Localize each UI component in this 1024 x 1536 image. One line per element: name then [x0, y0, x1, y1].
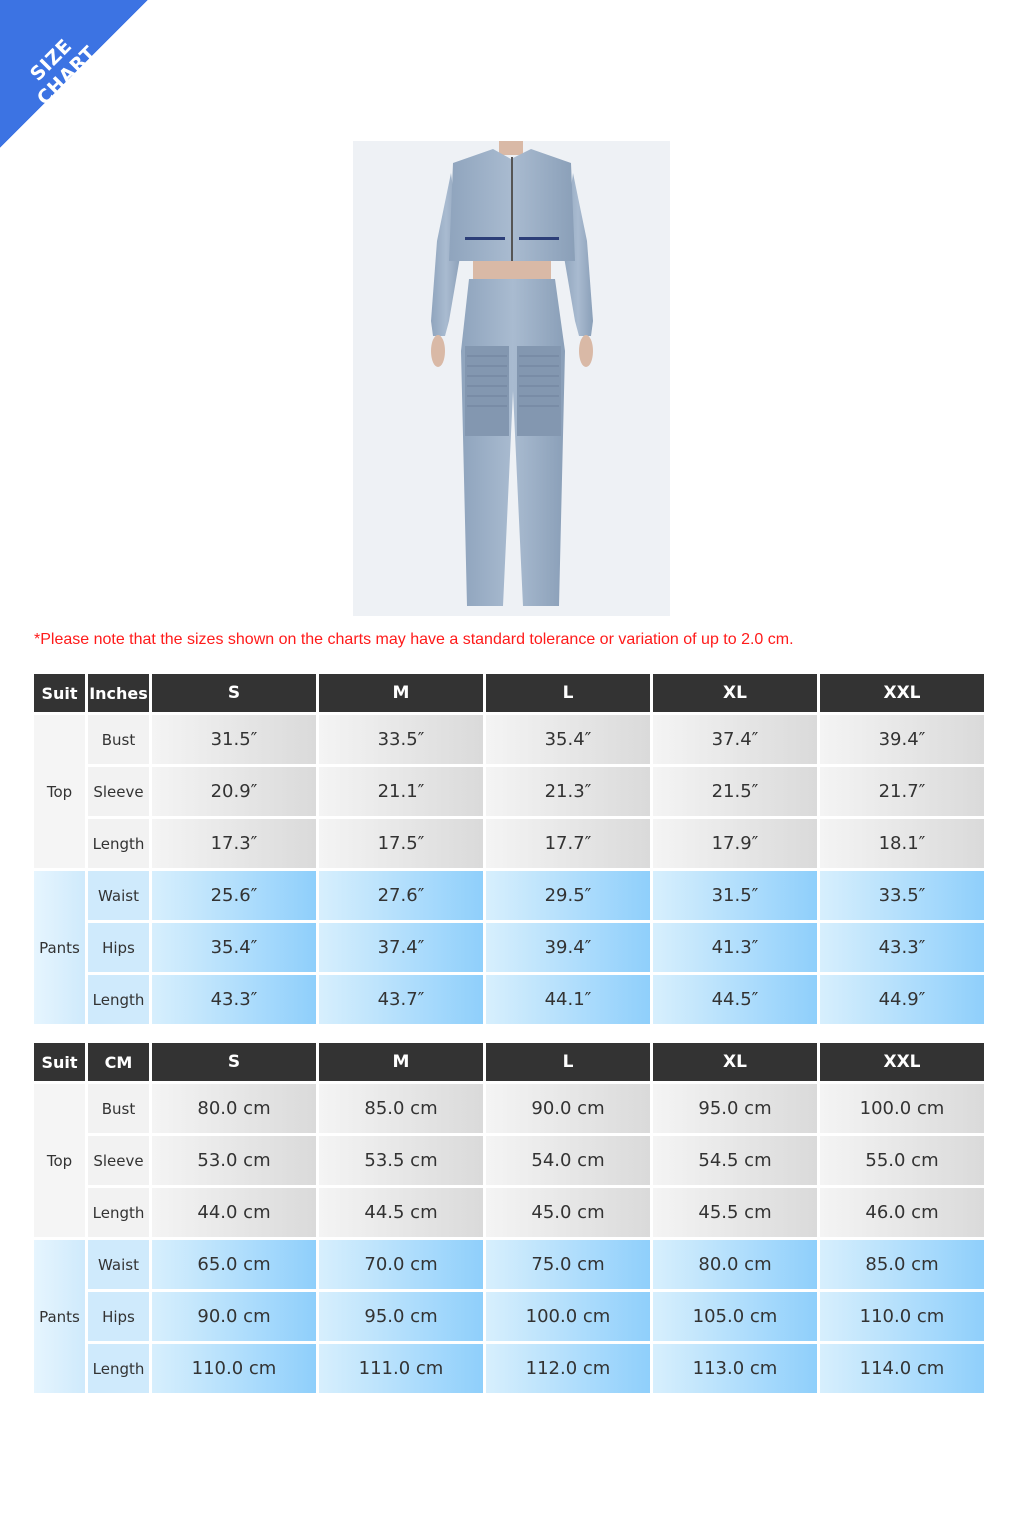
cell-value: 44.5″	[653, 975, 817, 1024]
cell-value: 90.0 cm	[152, 1292, 316, 1341]
cell-value: 75.0 cm	[486, 1240, 650, 1289]
cell-value: 85.0 cm	[319, 1084, 483, 1133]
cell-value: 25.6″	[152, 871, 316, 920]
cell-value: 45.5 cm	[653, 1188, 817, 1237]
header-size-xxl: XXL	[820, 1043, 984, 1081]
cell-value: 18.1″	[820, 819, 984, 868]
cell-value: 29.5″	[486, 871, 650, 920]
table-row	[34, 1344, 984, 1393]
cell-value: 37.4″	[319, 923, 483, 972]
tolerance-note: *Please note that the sizes shown on the charts may have a standard tolerance or variation of up to 2.0 cm.	[34, 631, 794, 648]
cell-value: 20.9″	[152, 767, 316, 816]
cell-value: 112.0 cm	[486, 1344, 650, 1393]
cell-value: 17.5″	[319, 819, 483, 868]
cell-value: 43.3″	[152, 975, 316, 1024]
size-table-cm	[31, 1040, 987, 1396]
header-size-xl: XL	[653, 1043, 817, 1081]
cell-value: 80.0 cm	[653, 1240, 817, 1289]
row-label: Waist	[88, 1240, 149, 1289]
cell-value: 17.9″	[653, 819, 817, 868]
row-label: Hips	[88, 1292, 149, 1341]
group-label-pants: Pants	[34, 1240, 85, 1393]
cell-value: 110.0 cm	[820, 1292, 984, 1341]
header-suit: Suit	[34, 674, 85, 712]
cell-value: 95.0 cm	[653, 1084, 817, 1133]
cell-value: 45.0 cm	[486, 1188, 650, 1237]
cell-value: 53.0 cm	[152, 1136, 316, 1185]
header-size-m: M	[319, 674, 483, 712]
cell-value: 44.1″	[486, 975, 650, 1024]
cell-value: 39.4″	[486, 923, 650, 972]
header-size-l: L	[486, 674, 650, 712]
cell-value: 37.4″	[653, 715, 817, 764]
cell-value: 17.3″	[152, 819, 316, 868]
cell-value: 90.0 cm	[486, 1084, 650, 1133]
row-label: Sleeve	[88, 767, 149, 816]
cell-value: 33.5″	[319, 715, 483, 764]
table-row	[34, 767, 984, 816]
header-size-s: S	[152, 1043, 316, 1081]
table-row	[34, 975, 984, 1024]
table-row	[34, 923, 984, 972]
table-row	[34, 715, 984, 764]
header-unit: CM	[88, 1043, 149, 1081]
cell-value: 54.0 cm	[486, 1136, 650, 1185]
header-suit: Suit	[34, 1043, 85, 1081]
header-row	[34, 1043, 984, 1081]
size-table-inches	[31, 671, 987, 1027]
cell-value: 35.4″	[152, 923, 316, 972]
cell-value: 70.0 cm	[319, 1240, 483, 1289]
group-label-top: Top	[34, 1084, 85, 1237]
table-row	[34, 871, 984, 920]
cell-value: 46.0 cm	[820, 1188, 984, 1237]
cell-value: 27.6″	[319, 871, 483, 920]
cell-value: 44.0 cm	[152, 1188, 316, 1237]
table-row	[34, 1188, 984, 1237]
badge-label: SIZE CHART	[25, 34, 101, 110]
cell-value: 17.7″	[486, 819, 650, 868]
cell-value: 31.5″	[653, 871, 817, 920]
product-image	[353, 141, 670, 616]
header-size-s: S	[152, 674, 316, 712]
cell-value: 21.1″	[319, 767, 483, 816]
cell-value: 100.0 cm	[486, 1292, 650, 1341]
cell-value: 43.3″	[820, 923, 984, 972]
cell-value: 113.0 cm	[653, 1344, 817, 1393]
row-label: Hips	[88, 923, 149, 972]
header-row	[34, 674, 984, 712]
cell-value: 44.5 cm	[319, 1188, 483, 1237]
row-label: Waist	[88, 871, 149, 920]
group-label-pants: Pants	[34, 871, 85, 1024]
row-label: Bust	[88, 1084, 149, 1133]
header-size-xl: XL	[653, 674, 817, 712]
cell-value: 35.4″	[486, 715, 650, 764]
cell-value: 21.7″	[820, 767, 984, 816]
cell-value: 21.3″	[486, 767, 650, 816]
cell-value: 114.0 cm	[820, 1344, 984, 1393]
cell-value: 105.0 cm	[653, 1292, 817, 1341]
cell-value: 54.5 cm	[653, 1136, 817, 1185]
row-label: Length	[88, 975, 149, 1024]
group-label-top: Top	[34, 715, 85, 868]
table-row	[34, 1240, 984, 1289]
cell-value: 44.9″	[820, 975, 984, 1024]
cell-value: 53.5 cm	[319, 1136, 483, 1185]
row-label: Sleeve	[88, 1136, 149, 1185]
size-chart-corner-badge	[0, 0, 148, 148]
cell-value: 85.0 cm	[820, 1240, 984, 1289]
header-unit: Inches	[88, 674, 149, 712]
cell-value: 111.0 cm	[319, 1344, 483, 1393]
table-row	[34, 1292, 984, 1341]
cell-value: 31.5″	[152, 715, 316, 764]
cell-value: 41.3″	[653, 923, 817, 972]
cell-value: 110.0 cm	[152, 1344, 316, 1393]
header-size-l: L	[486, 1043, 650, 1081]
cell-value: 55.0 cm	[820, 1136, 984, 1185]
row-label: Length	[88, 819, 149, 868]
header-size-m: M	[319, 1043, 483, 1081]
cell-value: 39.4″	[820, 715, 984, 764]
cell-value: 43.7″	[319, 975, 483, 1024]
cell-value: 21.5″	[653, 767, 817, 816]
cell-value: 33.5″	[820, 871, 984, 920]
cell-value: 95.0 cm	[319, 1292, 483, 1341]
header-size-xxl: XXL	[820, 674, 984, 712]
row-label: Bust	[88, 715, 149, 764]
cell-value: 80.0 cm	[152, 1084, 316, 1133]
row-label: Length	[88, 1344, 149, 1393]
cell-value: 100.0 cm	[820, 1084, 984, 1133]
cell-value: 65.0 cm	[152, 1240, 316, 1289]
table-row	[34, 1084, 984, 1133]
denim-outfit-illustration	[353, 141, 670, 616]
row-label: Length	[88, 1188, 149, 1237]
table-row	[34, 1136, 984, 1185]
table-row	[34, 819, 984, 868]
